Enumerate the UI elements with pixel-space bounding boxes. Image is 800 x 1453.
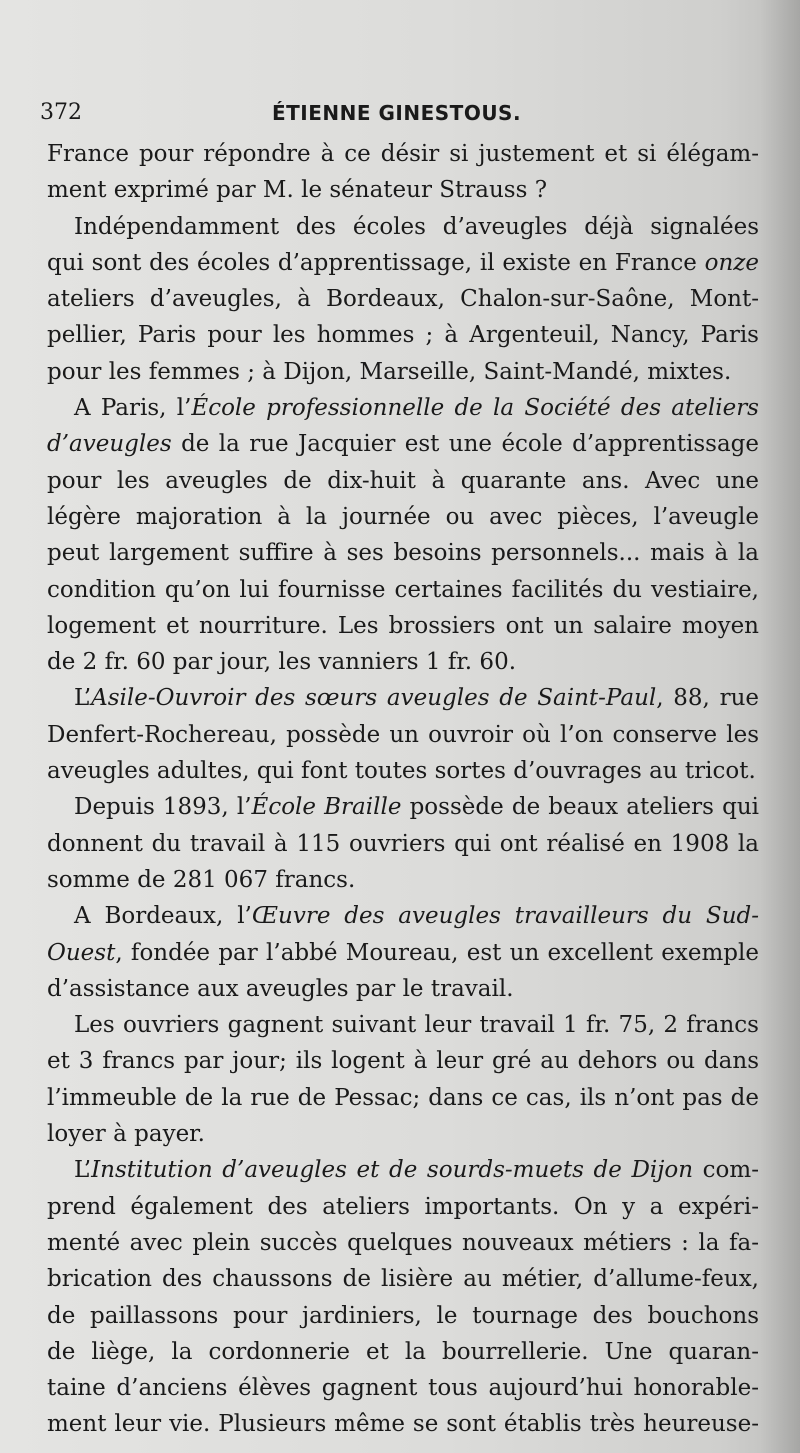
text-line [47, 898, 759, 934]
text-line [47, 245, 759, 281]
text-run: ment exprimé par M. le sénateur Strauss ? [47, 177, 548, 204]
text-line [47, 1080, 759, 1116]
italic-text: onze [704, 249, 759, 276]
text-line [47, 1261, 759, 1297]
text-run: pour les femmes ; à Dijon, Marseille, Saint-Mandé, mixtes. [47, 358, 732, 385]
text-run: possède de beaux ateliers qui [401, 794, 759, 821]
text-line [47, 971, 759, 1007]
text-line [47, 317, 759, 353]
text-line [47, 1116, 759, 1152]
text-run: prend également des ateliers importants. On y a expéri- [47, 1193, 759, 1220]
text-run: de 2 fr. 60 par jour, les vanniers 1 fr. 60. [47, 649, 517, 676]
text-run: somme de 281 067 francs. [47, 866, 356, 893]
text-line [47, 935, 759, 971]
text-run: de paillassons pour jardiniers, le tournage des bouchons [47, 1302, 759, 1329]
text-line [47, 608, 759, 644]
text-run: d’assistance aux aveugles par le travail. [47, 975, 514, 1002]
text-run: logement et nourriture. Les brossiers ont un salaire moyen [47, 612, 759, 639]
text-run: menté avec plein succès quelques nouveaux métiers : la fa- [47, 1229, 759, 1256]
text-line [47, 390, 759, 426]
text-line [47, 1152, 759, 1188]
text-run: donnent du travail à 115 ouvriers qui ont réalisé en 1908 la [47, 830, 759, 857]
text-line [47, 1370, 759, 1406]
text-line [47, 753, 759, 789]
text-line [47, 862, 759, 898]
text-line [47, 1298, 759, 1334]
italic-text: Institution d’aveugles et de sourds-muets de Dijon [91, 1157, 694, 1184]
text-run: pour les aveugles de dix-huit à quarante ans. Avec une [47, 467, 759, 494]
text-run: pellier, Paris pour les hommes ; à Argenteuil, Nancy, Paris [47, 322, 759, 349]
text-run: Les ouvriers gagnent suivant leur travail 1 fr. 75, 2 francs [74, 1012, 759, 1039]
text-line [47, 1225, 759, 1261]
text-run: , 88, rue [656, 685, 759, 712]
text-run: L’ [74, 1157, 92, 1184]
text-run: Depuis 1893, l’ [74, 794, 252, 821]
text-run: de la rue Jacquier est une école d’apprentissage [171, 431, 759, 458]
text-line [47, 717, 759, 753]
text-line [47, 172, 759, 208]
text-line [47, 1043, 759, 1079]
text-line [47, 209, 759, 245]
text-run: aveugles adultes, qui font toutes sortes d’ouvrages au tricot. [47, 758, 756, 785]
text-run: et 3 francs par jour; ils logent à leur gré au dehors ou dans [47, 1048, 759, 1075]
italic-text: École professionnelle de la Société des ateliers [191, 395, 759, 422]
text-line [47, 1334, 759, 1370]
text-line [47, 535, 759, 571]
text-line [47, 789, 759, 825]
text-run: taine d’anciens élèves gagnent tous aujourd’hui honorable- [47, 1375, 759, 1402]
text-run: brication des chaussons de lisière au métier, d’allume-feux, [47, 1266, 759, 1293]
text-line [47, 680, 759, 716]
text-run: A Bordeaux, l’ [74, 903, 252, 930]
text-line [47, 499, 759, 535]
text-line [47, 354, 759, 390]
text-line [47, 1007, 759, 1043]
text-line [47, 136, 759, 172]
italic-text: d’aveugles [47, 431, 172, 458]
text-run: L’ [74, 685, 92, 712]
text-line [47, 826, 759, 862]
italic-text: Œuvre des aveugles travailleurs du Sud- [251, 903, 759, 930]
text-run: qui sont des écoles d’apprentissage, il existe en France [47, 249, 705, 276]
text-run: com- [693, 1157, 759, 1184]
italic-text: Asile-Ouvroir des sœurs aveugles de Saint-Paul [91, 685, 657, 712]
text-line [47, 1406, 759, 1442]
text-run: ment leur vie. Plusieurs même se sont établis très heureuse- [47, 1411, 759, 1438]
text-run: , fondée par l’abbé Moureau, est un excellent exemple [115, 939, 759, 966]
italic-text: École Braille [251, 794, 402, 821]
body-text [47, 136, 759, 1443]
text-run: de liège, la cordonnerie et la bourrellerie. Une quaran- [47, 1338, 759, 1365]
page-header [40, 98, 758, 128]
running-title: ÉTIENNE GINESTOUS. [272, 101, 522, 125]
text-line [47, 426, 759, 462]
text-line [47, 572, 759, 608]
italic-text: Ouest [47, 939, 116, 966]
page-number: 372 [40, 100, 82, 125]
text-line [47, 281, 759, 317]
text-line [47, 1189, 759, 1225]
text-line [47, 644, 759, 680]
text-run: Indépendamment des écoles d’aveugles déjà signalées [74, 213, 759, 240]
text-run: A Paris, l’ [74, 395, 192, 422]
text-run: peut largement suffire à ses besoins personnels... mais à la [47, 540, 759, 567]
text-run: l’immeuble de la rue de Pessac; dans ce cas, ils n’ont pas de [47, 1084, 759, 1111]
page-edge-shadow [760, 0, 800, 1453]
text-run: légère majoration à la journée ou avec pièces, l’aveugle [47, 503, 759, 530]
text-run: France pour répondre à ce désir si justement et si élégam- [47, 141, 759, 167]
text-run: loyer à payer. [47, 1121, 205, 1148]
text-run: condition qu’on lui fournisse certaines facilités du vestiaire, [47, 576, 759, 603]
text-run: ateliers d’aveugles, à Bordeaux, Chalon-sur-Saône, Mont- [47, 286, 759, 313]
text-run: Denfert-Rochereau, possède un ouvroir où l’on conserve les [47, 721, 759, 748]
text-line [47, 463, 759, 499]
